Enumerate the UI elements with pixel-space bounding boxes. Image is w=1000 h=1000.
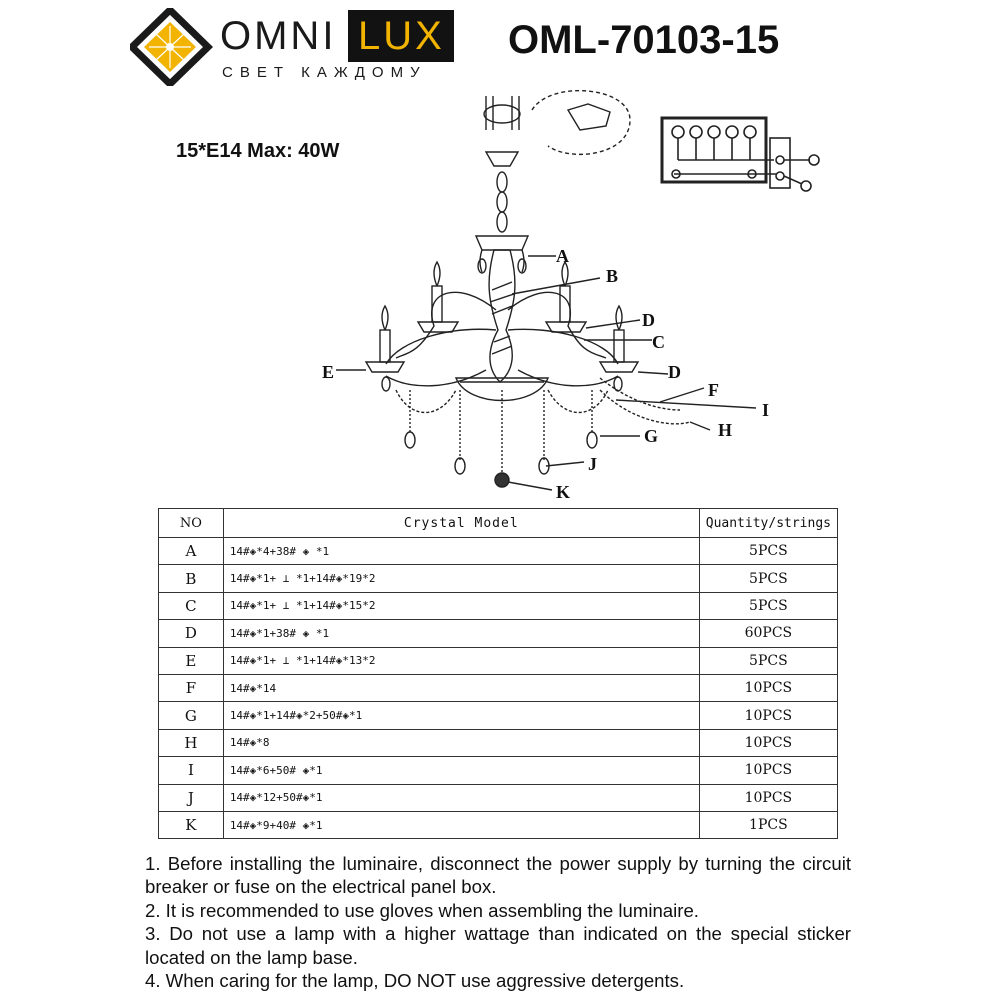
callout-d-lower: D bbox=[668, 362, 681, 382]
brand-logo bbox=[130, 8, 460, 86]
chandelier-diagram bbox=[300, 90, 840, 510]
row-model: 14#◈*1+14#◈*2+50#◈*1 bbox=[223, 702, 699, 729]
row-model: 14#◈*1+38# ◈ *1 bbox=[223, 620, 699, 647]
row-model: 14#◈*9+40# ◈*1 bbox=[223, 811, 699, 838]
row-model: 14#◈*4+38# ◈ *1 bbox=[223, 538, 699, 565]
row-no: G bbox=[159, 702, 224, 729]
table-row bbox=[159, 784, 838, 811]
row-qty: 10PCS bbox=[699, 702, 837, 729]
row-model: 14#◈*12+50#◈*1 bbox=[223, 784, 699, 811]
brand-lux: LUX bbox=[358, 14, 445, 58]
row-model: 14#◈*14 bbox=[223, 674, 699, 701]
row-model: 14#◈*6+50# ◈*1 bbox=[223, 757, 699, 784]
row-qty: 5PCS bbox=[699, 538, 837, 565]
table-row bbox=[159, 647, 838, 674]
row-no: D bbox=[159, 620, 224, 647]
note-item: 3. Do not use a lamp with a higher wattage than indicated on the special sticker located on the lamp base. bbox=[145, 923, 851, 968]
row-no: A bbox=[159, 538, 224, 565]
row-no: E bbox=[159, 647, 224, 674]
note-item: 2. It is recommended to use gloves when assembling the luminaire. bbox=[145, 899, 699, 921]
callout-i: I bbox=[762, 400, 770, 420]
header-crystal-model: Crystal Model bbox=[223, 509, 699, 538]
lamp-spec: 15*E14 Max: 40W bbox=[176, 140, 340, 162]
brand-tagline: СВЕТ КАЖДОМУ bbox=[222, 64, 427, 81]
safety-notes bbox=[145, 852, 851, 992]
table-row bbox=[159, 702, 838, 729]
table-header-row bbox=[159, 509, 838, 538]
row-model: 14#◈*1+ ⊥ *1+14#◈*13*2 bbox=[223, 647, 699, 674]
row-qty: 10PCS bbox=[699, 757, 837, 784]
row-model: 14#◈*8 bbox=[223, 729, 699, 756]
row-no: I bbox=[159, 757, 224, 784]
row-qty: 10PCS bbox=[699, 674, 837, 701]
table-row bbox=[159, 538, 838, 565]
row-qty: 5PCS bbox=[699, 647, 837, 674]
row-qty: 60PCS bbox=[699, 620, 837, 647]
header-no: NO bbox=[159, 509, 224, 538]
row-no: F bbox=[159, 674, 224, 701]
row-qty: 1PCS bbox=[699, 811, 837, 838]
callout-e: E bbox=[322, 362, 335, 382]
callout-d-upper: D bbox=[642, 310, 655, 330]
crystal-parts-table bbox=[158, 508, 838, 839]
row-model: 14#◈*1+ ⊥ *1+14#◈*15*2 bbox=[223, 592, 699, 619]
table-row bbox=[159, 620, 838, 647]
note-item: 4. When caring for the lamp, DO NOT use aggressive detergents. bbox=[145, 970, 685, 992]
row-no: K bbox=[159, 811, 224, 838]
note-item: 1. Before installing the luminaire, disconnect the power supply by turning the circuit breaker or fuse on the electrical panel box. bbox=[145, 853, 851, 898]
row-qty: 5PCS bbox=[699, 592, 837, 619]
row-no: B bbox=[159, 565, 224, 592]
callout-h: H bbox=[718, 420, 733, 440]
table-row bbox=[159, 592, 838, 619]
table-row bbox=[159, 757, 838, 784]
callout-b: B bbox=[606, 266, 619, 286]
callout-g: G bbox=[644, 426, 659, 446]
callout-j: J bbox=[588, 454, 597, 474]
row-qty: 5PCS bbox=[699, 565, 837, 592]
callout-f: F bbox=[708, 380, 719, 400]
row-qty: 10PCS bbox=[699, 729, 837, 756]
table-row bbox=[159, 811, 838, 838]
row-qty: 10PCS bbox=[699, 784, 837, 811]
omnilux-diamond-icon bbox=[130, 8, 214, 86]
brand-omni: OMNI bbox=[220, 14, 337, 58]
callout-k: K bbox=[556, 482, 571, 502]
row-no: C bbox=[159, 592, 224, 619]
table-row bbox=[159, 565, 838, 592]
table-row bbox=[159, 729, 838, 756]
callout-c: C bbox=[652, 332, 665, 352]
header-quantity: Quantity/strings bbox=[699, 509, 837, 538]
model-number: OML-70103-15 bbox=[508, 18, 780, 62]
row-no: J bbox=[159, 784, 224, 811]
table-row bbox=[159, 674, 838, 701]
callout-a: A bbox=[556, 246, 569, 266]
row-model: 14#◈*1+ ⊥ *1+14#◈*19*2 bbox=[223, 565, 699, 592]
row-no: H bbox=[159, 729, 224, 756]
